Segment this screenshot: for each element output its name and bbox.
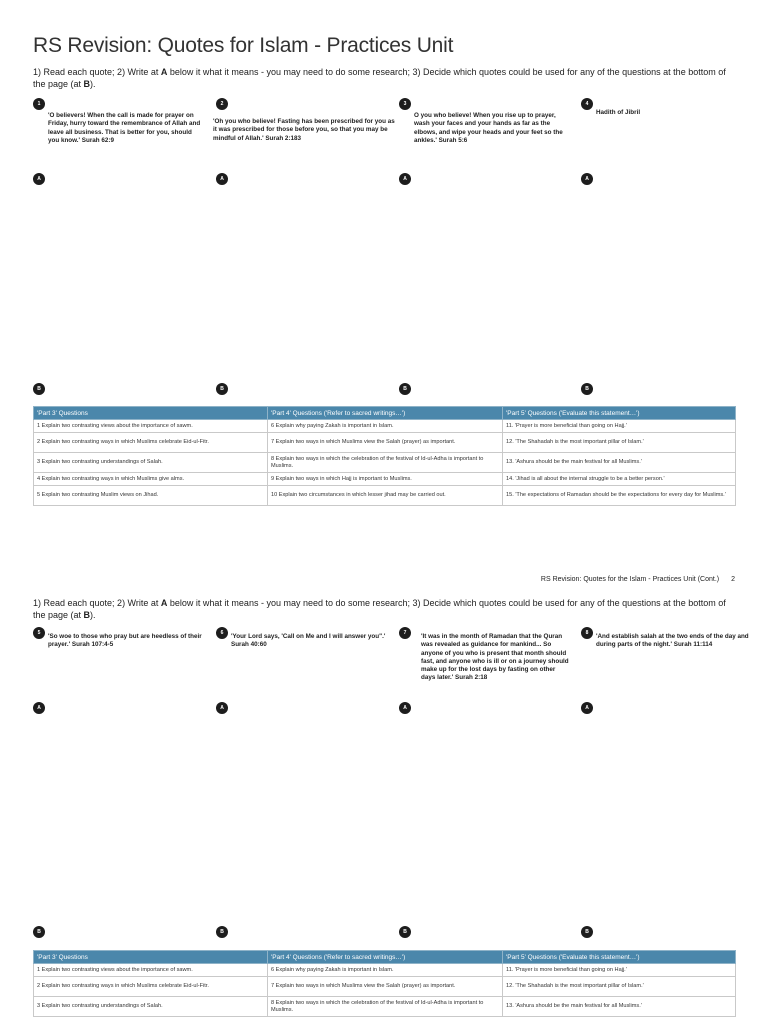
table-cell: 2 Explain two contrasting ways in which Muslims celebrate Eid-ul-Fitr. — [34, 977, 268, 997]
answer-marker-a: A — [216, 173, 228, 185]
table-cell: 1 Explain two contrasting views about the importance of sawm. — [34, 420, 268, 433]
running-header: RS Revision: Quotes for the Islam - Practices Unit (Cont.) 2 — [540, 576, 735, 583]
table-cell: 11. 'Prayer is more beneficial than going on Hajj.' — [503, 964, 736, 977]
table-cell: 11. 'Prayer is more beneficial than going on Hajj.' — [503, 420, 736, 433]
answer-marker-a: A — [399, 702, 411, 714]
answer-marker-b: B — [399, 383, 411, 395]
quote-number-badge: 5 — [33, 627, 45, 639]
answer-marker-b: B — [216, 926, 228, 938]
quote-number-badge: 3 — [399, 98, 411, 110]
answer-marker-b: B — [216, 383, 228, 395]
quote-text: 'It was in the month of Ramadan that the Quran was revealed as guidance for mankind... So anyone of you who is present that month should fast, and anyone who is ill or on a journey should make up for the lost days by fasting on other days later.' Surah 2:18 — [421, 633, 569, 682]
answer-marker-a: A — [581, 173, 593, 185]
column-header: 'Part 3' Questions — [34, 951, 268, 964]
table-cell: 3 Explain two contrasting understandings of Salah. — [34, 997, 268, 1017]
table-row — [34, 977, 736, 997]
answer-marker-a: A — [581, 702, 593, 714]
page-title: RS Revision: Quotes for Islam - Practices Unit — [33, 34, 454, 57]
quote-number-badge: 7 — [399, 627, 411, 639]
answer-marker-a: A — [33, 173, 45, 185]
table-cell: 12. 'The Shahadah is the most important pillar of Islam.' — [503, 433, 736, 453]
table-cell: 6 Explain why paying Zakah is important in Islam. — [268, 420, 503, 433]
table-cell: 13. 'Ashura should be the main festival for all Muslims.' — [503, 453, 736, 473]
page-number: 2 — [731, 576, 735, 583]
table-cell: 8 Explain two ways in which the celebration of the festival of Id-ul-Adha is important to Muslims. — [268, 453, 503, 473]
answer-marker-b: B — [581, 926, 593, 938]
table-cell: 4 Explain two contrasting ways in which Muslims give alms. — [34, 473, 268, 486]
quote-number-badge: 8 — [581, 627, 593, 639]
instructions: 1) Read each quote; 2) Write at A below it what it means - you may need to do some research; 3) Decide which quotes could be used for any of the questions at the bottom of the page (at B). — [33, 598, 726, 620]
table-row — [34, 420, 736, 433]
table-cell: 15. 'The expectations of Ramadan should be the expectations for every day for Muslims.' — [503, 486, 736, 506]
table-cell: 12. 'The Shahadah is the most important pillar of Islam.' — [503, 977, 736, 997]
answer-marker-b: B — [399, 926, 411, 938]
table-cell: 13. 'Ashura should be the main festival for all Muslims.' — [503, 997, 736, 1017]
table-cell: 7 Explain two ways in which Muslims view the Salah (prayer) as important. — [268, 433, 503, 453]
column-header: 'Part 4' Questions ('Refer to sacred writings…') — [268, 407, 503, 420]
quote-text: Hadith of Jibril — [596, 109, 641, 116]
table-cell: 6 Explain why paying Zakah is important in Islam. — [268, 964, 503, 977]
table-header-row — [34, 951, 736, 964]
table-cell: 2 Explain two contrasting ways in which Muslims celebrate Eid-ul-Fitr. — [34, 433, 268, 453]
table-row — [34, 433, 736, 453]
answer-marker-a: A — [216, 702, 228, 714]
table-cell: 10 Explain two circumstances in which lesser jihad may be carried out. — [268, 486, 503, 506]
quote-text: 'O believers! When the call is made for prayer on Friday, hurry toward the remembrance of Allah and leave all business. That is better for you, should you know.' Surah 62:9 — [48, 112, 201, 144]
answer-marker-a: A — [33, 702, 45, 714]
table-row — [34, 486, 736, 506]
table-cell: 14. 'Jihad is all about the internal struggle to be a better person.' — [503, 473, 736, 486]
column-header: 'Part 5' Questions ('Evaluate this statement…') — [503, 407, 736, 420]
quote-text: 'Your Lord says, 'Call on Me and I will answer you".' Surah 40:60 — [231, 633, 386, 649]
table-cell: 5 Explain two contrasting Muslim views on Jihad. — [34, 486, 268, 506]
table-header-row — [34, 407, 736, 420]
instructions: 1) Read each quote; 2) Write at A below it what it means - you may need to do some research; 3) Decide which quotes could be used for any of the questions at the bottom of the page (at B). — [33, 67, 726, 89]
table-row — [34, 473, 736, 486]
quote-number-badge: 2 — [216, 98, 228, 110]
quote-number-badge: 1 — [33, 98, 45, 110]
quote-text: 'So woe to those who pray but are heedless of their prayer.' Surah 107:4-5 — [48, 633, 202, 649]
answer-marker-b: B — [33, 383, 45, 395]
answer-marker-a: A — [399, 173, 411, 185]
questions-table — [33, 406, 736, 506]
questions-table — [33, 950, 736, 1017]
table-cell: 9 Explain two ways in which Hajj is important to Muslims. — [268, 473, 503, 486]
table-cell: 7 Explain two ways in which Muslims view the Salah (prayer) as important. — [268, 977, 503, 997]
quote-number-badge: 4 — [581, 98, 593, 110]
column-header: 'Part 5' Questions ('Evaluate this statement…') — [503, 951, 736, 964]
quote-text: 'And establish salah at the two ends of the day and during parts of the night.' Surah 11:114 — [596, 633, 749, 649]
answer-marker-b: B — [33, 926, 45, 938]
table-row — [34, 964, 736, 977]
table-cell: 8 Explain two ways in which the celebration of the festival of Id-ul-Adha is important to Muslims. — [268, 997, 503, 1017]
table-cell: 1 Explain two contrasting views about the importance of sawm. — [34, 964, 268, 977]
quote-number-badge: 6 — [216, 627, 228, 639]
table-row — [34, 453, 736, 473]
column-header: 'Part 3' Questions — [34, 407, 268, 420]
answer-marker-b: B — [581, 383, 593, 395]
table-cell: 3 Explain two contrasting understandings of Salah. — [34, 453, 268, 473]
column-header: 'Part 4' Questions ('Refer to sacred writings…') — [268, 951, 503, 964]
quote-text: O you who believe! When you rise up to prayer, wash your faces and your hands as far as the elbows, and wipe your heads and your feet so the ankles.' Surah 5:6 — [414, 112, 563, 144]
quote-text: 'Oh you who believe! Fasting has been prescribed for you as it was prescribed for those before you, so that you may be mindful of Allah.' Surah 2:183 — [213, 118, 395, 142]
table-row — [34, 997, 736, 1017]
